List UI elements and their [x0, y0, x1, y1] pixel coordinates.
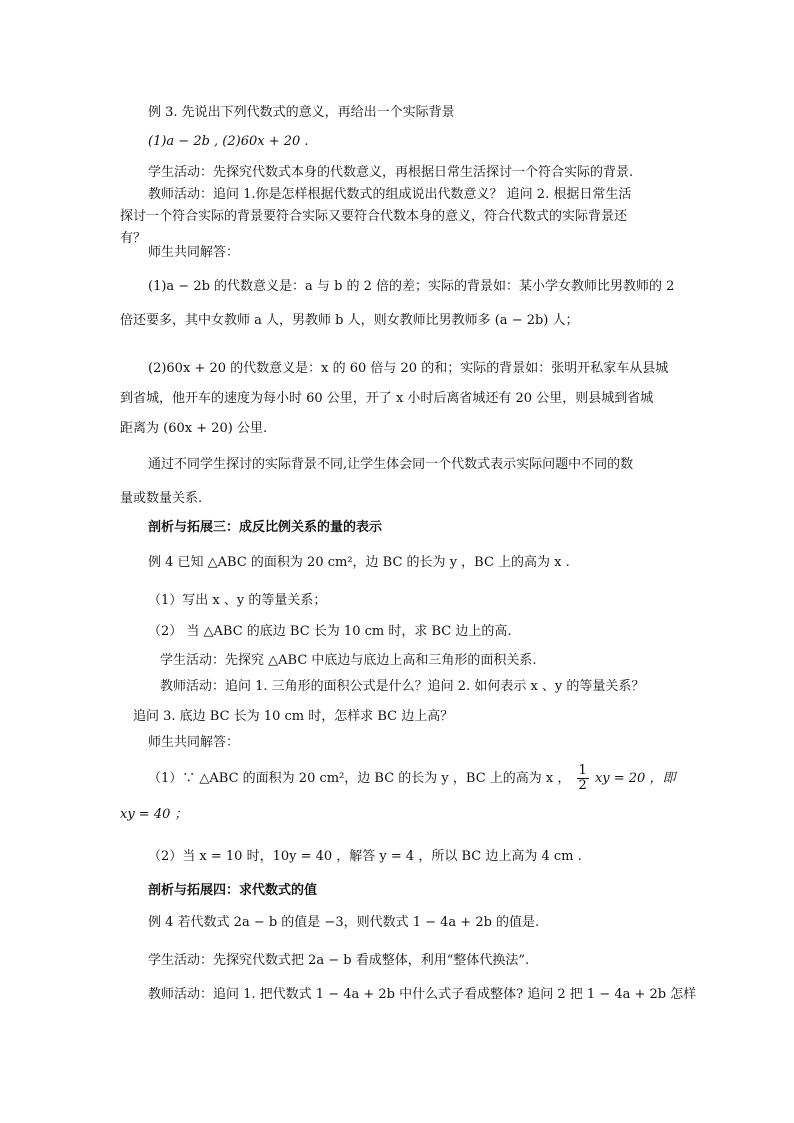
example-4-problem: 例 4 已知 △ABC 的面积为 20 cm²，边 BC 的长为 y ，BC 上的高为 x .	[148, 555, 570, 570]
teacher-activity-2: 教师活动：追问 1. 三角形的面积公式是什么？追问 2. 如何表示 x 、y 的等量关系？	[160, 679, 645, 694]
example-4b-problem: 例 4 若代数式 2a − b 的值是 −3，则代数式 1 − 4a + 2b 的值是.	[148, 915, 540, 930]
solution-1	[148, 764, 675, 793]
answer-2-cont: 到省城，他开车的速度为每小时 60 公里，开了 x 小时后离省城还有 20 公里，则县城到省城	[120, 391, 654, 406]
solution-1-text: （1）∵ △ABC 的面积为 20 cm²，边 BC 的长为 y ，BC 上的高为 x ，	[148, 771, 571, 786]
fraction-denominator: 2	[578, 778, 587, 793]
answer-2-end: 距离为 (60x + 20) 公里.	[120, 421, 268, 436]
example-3-heading: 例 3. 先说出下列代数式的意义，再给出一个实际背景	[148, 105, 455, 120]
summary-paragraph-cont: 量或数量关系.	[120, 491, 203, 506]
student-activity-2: 学生活动：先探究 △ABC 中底边与底边上高和三角形的面积关系.	[160, 653, 537, 668]
answer-1: (1)a − 2b 的代数意义是：a 与 b 的 2 倍的差；实际的背景如：某小学女教师比男教师的 2	[148, 279, 675, 294]
joint-answer-heading-2: 师生共同解答：	[148, 735, 240, 750]
question-2: （2） 当 △ABC 的底边 BC 长为 10 cm 时，求 BC 边上的高.	[148, 624, 512, 639]
solution-1-equation: xy = 20 ，即	[594, 771, 676, 786]
teacher-activity-1-end: 有？	[120, 231, 147, 246]
teacher-activity-2-cont: 追问 3. 底边 BC 长为 10 cm 时，怎样求 BC 边上高？	[133, 709, 454, 724]
fraction-numerator: 1	[578, 763, 587, 778]
teacher-activity-1: 教师活动：追问 1.你是怎样根据代数式的组成说出代数意义？ 追问 2. 根据日常生活	[148, 187, 632, 202]
section-heading-3: 剖析与拓展三：成反比例关系的量的表示	[148, 520, 383, 535]
answer-1-cont: 倍还要多，其中女教师 a 人，男教师 b 人，则女教师比男教师多 (a − 2b) 人；	[120, 313, 579, 328]
teacher-activity-1-cont: 探讨一个符合实际的背景要符合实际又要符合代数本身的意义，符合代数式的实际背景还	[120, 209, 628, 224]
answer-2: (2)60x + 20 的代数意义是：x 的 60 倍与 20 的和；实际的背景如：张明开私家车从县城	[148, 361, 669, 376]
fraction-one-half	[577, 764, 589, 793]
solution-2: （2）当 x = 10 时，10y = 40 ，解答 y = 4 ，所以 BC 边上高为 4 cm .	[148, 849, 582, 864]
section-heading-4: 剖析与拓展四：求代数式的值	[148, 883, 318, 898]
student-activity-1: 学生活动：先探究代数式本身的代数意义，再根据日常生活探讨一个符合实际的背景.	[148, 165, 634, 180]
expressions-line: (1)a − 2b , (2)60x + 20 .	[148, 134, 309, 149]
joint-answer-heading-1: 师生共同解答：	[148, 245, 240, 260]
question-1: （1）写出 x 、y 的等量关系；	[148, 593, 327, 608]
teacher-activity-3: 教师活动：追问 1. 把代数式 1 − 4a + 2b 中什么式子看成整体? 追问 2 把 1 − 4a + 2b 怎样	[148, 987, 697, 1002]
student-activity-3: 学生活动：先探究代数式把 2a − b 看成整体，利用“整体代换法”.	[148, 953, 530, 968]
summary-paragraph: 通过不同学生探讨的实际背景不同,让学生体会同一个代数式表示实际问题中不同的数	[148, 457, 634, 472]
solution-1-result: xy = 40 ；	[120, 807, 188, 822]
